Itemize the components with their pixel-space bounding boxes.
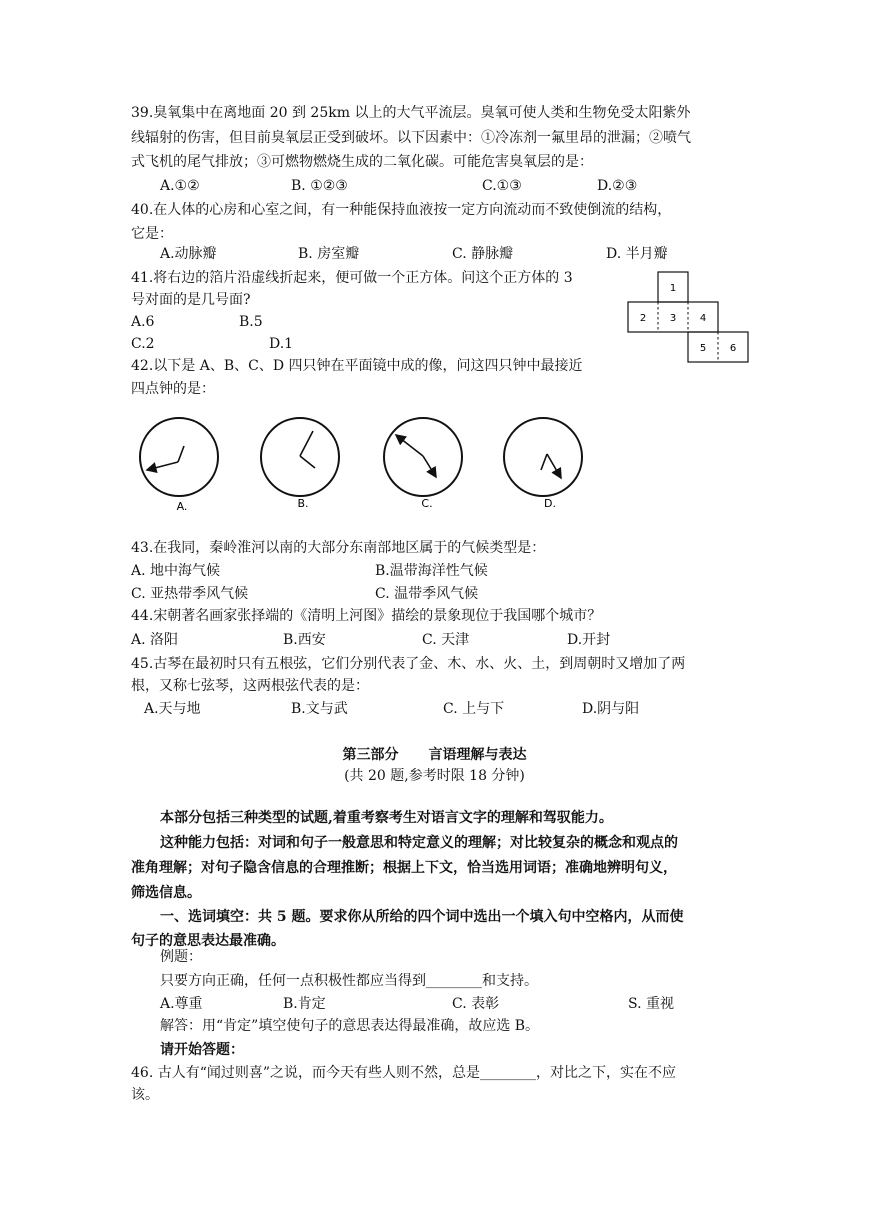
q39-line-1: 39.臭氧集中在离地面 20 到 25km 以上的大气平流层。臭氧可使人类和生物免受太阳紫外 [131,105,691,121]
q41-line-2: 号对面的是几号面? [131,292,251,308]
clock-a-label: A. [176,500,188,513]
net-face-3: 3 [669,313,677,324]
q41-option-c: C.2 [131,336,155,352]
q44-line-1: 44.宋朝著名画家张择端的《清明上河图》描绘的景象现位于我国哪个城市？ [131,608,602,624]
q41-option-b: B.5 [239,314,263,330]
q45-option-d: D.阴与阳 [582,701,640,717]
section1-instruction-line-1: 一、选词填空：共 5 题。要求你从所给的四个词中选出一个填入句中空格内，从而使 [160,909,684,925]
example-option-c: C. 表彰 [452,996,500,1012]
q43-option-c: C. 亚热带季风气候 [131,586,249,602]
q42-line-1: 42.以下是 A、B、C、D 四只钟在平面镜中成的像，问这四只钟中最接近 [131,358,583,374]
q40-line-2: 它是： [131,226,173,242]
example-option-a: A.尊重 [160,996,203,1012]
part3-intro: 本部分包括三种类型的试题,着重考察考生对语言文字的理解和驾驭能力。 [160,810,613,826]
part3-subtitle: (共 20 题,参考时限 18 分钟) [344,768,525,784]
q45-line-1: 45.古琴在最初时只有五根弦，它们分别代表了金、木、水、火、土，到周朝时又增加了两 [131,656,686,672]
example-question: 只要方向正确，任何一点积极性都应当得到________和支持。 [160,973,538,989]
net-face-1: 1 [669,283,677,294]
q44-option-d: D.开封 [567,632,611,648]
q40-option-d: D. 半月瓣 [606,246,668,262]
q39-line-3: 式飞机的尾气排放；③可燃物燃烧生成的二氧化碳。可能危害臭氧层的是： [131,154,593,170]
q44-option-a: A. 洛阳 [131,632,179,648]
clock-b [261,418,339,510]
q40-option-b: B. 房室瓣 [298,246,360,262]
example-label: 例题： [160,949,202,965]
mirror-clocks-figure [130,412,600,514]
q46-line-2: 该。 [131,1087,159,1103]
q45-line-2: 根，又称七弦琴，这两根弦代表的是： [131,678,369,694]
q45-option-a: A.天与地 [144,701,201,717]
clock-d [504,418,582,510]
q46-line-1: 46. 古人有“闻过则喜”之说，而今天有些人则不然，总是________，对比之下，实在不应 [131,1065,677,1081]
clock-d-label: D. [544,497,556,510]
q43-line-1: 43.在我同，秦岭淮河以南的大部分东南部地区属于的气候类型是： [131,540,546,556]
example-answer: 解答：用“肯定”填空使句子的意思表达得最准确，故应选 B。 [160,1018,540,1034]
part3-ability-line-3: 筛选信息。 [131,885,201,901]
q40-option-a: A.动脉瓣 [160,246,217,262]
net-face-5: 5 [699,343,707,354]
q43-option-a: A. 地中海气候 [131,563,221,579]
part3-title [0,745,869,765]
q39-option-b: B. ①②③ [291,178,348,194]
net-face-4: 4 [699,313,707,324]
q40-option-c: C. 静脉瓣 [452,246,514,262]
q42-line-2: 四点钟的是： [131,381,215,397]
q39-option-a: A.①② [160,178,200,194]
q39-option-d: D.②③ [597,178,638,194]
example-option-b: B.肯定 [283,996,326,1012]
q40-line-1: 40.在人体的心房和心室之间，有一种能保持血液按一定方向流动而不致使倒流的结构， [131,202,672,218]
part3-ability-line-2: 准角理解；对句子隐含信息的合理推断；根据上下文，恰当选用词语；准确地辨明句义， [131,860,677,876]
q41-option-d: D.1 [269,336,294,352]
q41-option-a: A.6 [131,314,155,330]
q39-line-2: 线辐射的伤害，但目前臭氧层正受到破坏。以下因素中：①冷冻剂一氟里昂的泄漏；②喷气 [131,130,691,146]
example-option-s: S. 重视 [628,996,674,1012]
q45-option-b: B.文与武 [291,701,348,717]
q39-option-c: C.①③ [482,178,522,194]
net-face-6: 6 [729,343,737,354]
cube-net-figure [626,270,750,364]
q45-option-c: C. 上与下 [443,701,505,717]
q43-option-b: B.温带海洋性气候 [375,563,488,579]
clock-c [384,418,462,510]
q41-line-1: 41.将右边的箔片沿虚线折起来，便可做一个正方体。问这个正方体的 3 [131,270,573,286]
start-answering: 请开始答题： [160,1042,244,1058]
part3-title-name: 言语理解与表达 [428,747,527,763]
clock-a [140,418,218,513]
clock-c-label: C. [421,497,433,510]
part3-ability-line-1: 这种能力包括：对词和句子一般意思和特定意义的理解；对比较复杂的概念和观点的 [160,835,678,851]
q43-option-d: C. 温带季风气候 [375,586,479,602]
clock-b-label: B. [297,497,309,510]
part3-title-number: 第三部分 [342,747,399,763]
net-face-2: 2 [639,313,647,324]
q44-option-b: B.西安 [283,632,326,648]
section1-instruction-line-2: 句子的意思表达最准确。 [131,933,285,949]
q44-option-c: C. 天津 [422,632,470,648]
